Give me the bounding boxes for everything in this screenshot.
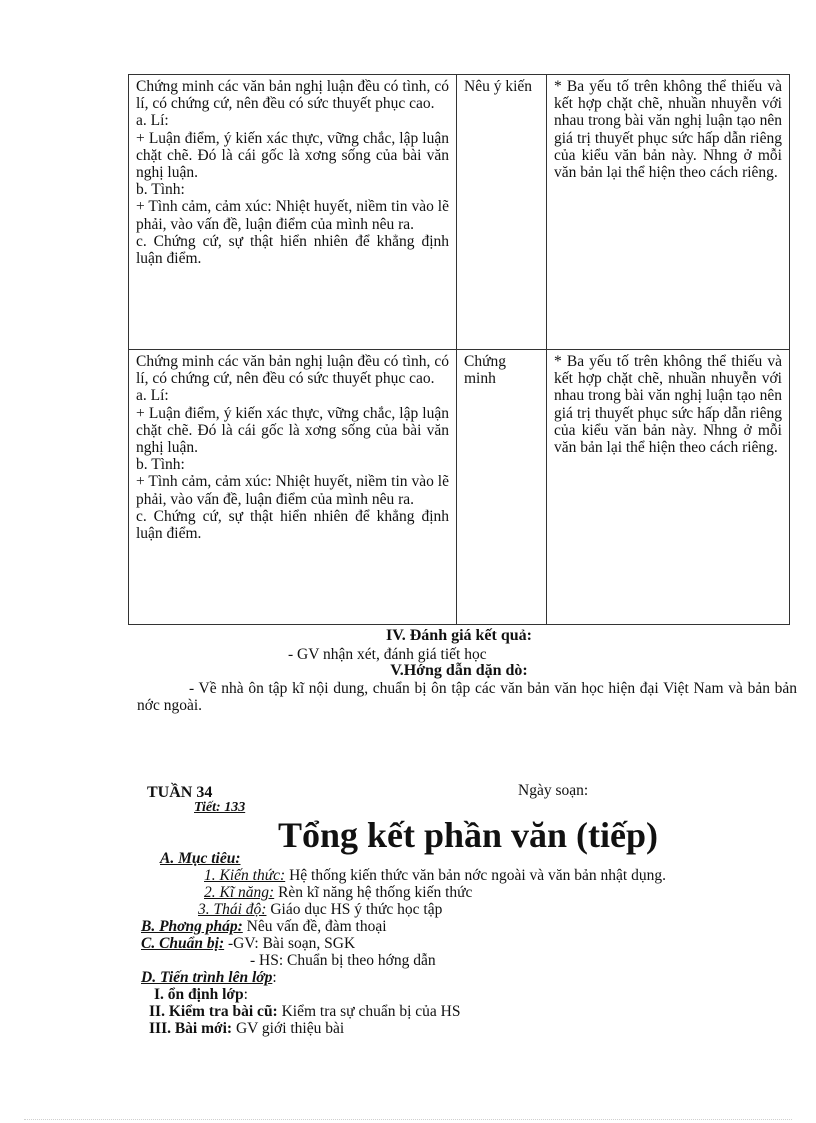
cell-line: c. Chứng cứ, sự thật hiển nhiên để khẳng định luận điểm.	[136, 507, 449, 543]
period-label: Tiết: 133	[194, 800, 246, 815]
step-one-label: I. ổn định lớp	[154, 986, 244, 1003]
prep-hs: - HS: Chuẩn bị theo hớng dẫn	[250, 952, 436, 969]
objective-knowledge	[204, 867, 666, 885]
attitude-text: Giáo dục HS ý thức học tập	[266, 901, 443, 918]
prep-gv: -GV: Bài soạn, SGK	[224, 935, 356, 952]
cell-line: a. Lí:	[136, 112, 169, 130]
content-table	[128, 74, 790, 625]
cell-line: c. Chứng cứ, sự thật hiển nhiên để khẳng định luận điểm.	[136, 232, 449, 268]
cell-line: + Luận điểm, ý kiến xác thực, vững chắc, lập luận chặt chẽ. Đó là cái gốc là xơng sống của bài văn nghị luận.	[136, 404, 449, 457]
table-cell-note: * Ba yếu tố trên không thể thiếu và kết hợp chặt chẽ, nhuần nhuyễn với nhau trong bài văn nghị luận tạo nên giá trị thuyết phục sức hấp dẫn riêng của kiểu văn bản này. Nhng ở mỗi văn bản lại thể hiện theo cách riêng.	[547, 75, 790, 350]
evaluation-heading: IV. Đánh giá kết quả:	[386, 627, 532, 644]
cell-line: + Tình cảm, cảm xúc: Nhiệt huyết, niềm tin vào lẽ phải, vào vấn đề, luận điểm của mình nêu ra.	[136, 198, 449, 233]
objective-attitude	[198, 901, 442, 919]
knowledge-text: Hệ thống kiến thức văn bản nớc ngoài và văn bản nhật dụng.	[285, 867, 666, 884]
objectives-label: A. Mục tiêu:	[160, 850, 241, 867]
table-cell-note: * Ba yếu tố trên không thể thiếu và kết hợp chặt chẽ, nhuần nhuyễn với nhau trong bài văn nghị luận tạo nên giá trị thuyết phục sức hấp dẫn riêng của kiểu văn bản này. Nhng ở mỗi văn bản lại thể hiện theo cách riêng.	[547, 350, 790, 625]
table-cell-method: Nêu ý kiến	[457, 75, 547, 350]
table-row	[129, 350, 790, 625]
step-two	[149, 1003, 460, 1021]
method-label: B. Phơng pháp:	[141, 918, 243, 935]
week-label: TUẦN 34	[147, 784, 213, 801]
table-cell-content	[129, 75, 457, 350]
cell-line: Chứng minh các văn bản nghị luận đều có tình, có lí, có chứng cứ, nên đều có sức thuyết phục cao.	[136, 78, 449, 113]
guidance-text: - Về nhà ôn tập kĩ nội dung, chuẩn bị ôn tập các văn bản văn học hiện đại Việt Nam và bản bản nớc ngoài.	[137, 680, 797, 714]
evaluation-text: - GV nhận xét, đánh giá tiết học	[288, 646, 487, 663]
page-title: Tổng kết phần văn (tiếp)	[277, 815, 659, 855]
step-three-label: III. Bài mới:	[149, 1020, 233, 1037]
cell-line: Chứng minh các văn bản nghị luận đều có tình, có lí, có chứng cứ, nên đều có sức thuyết phục cao.	[136, 353, 449, 388]
date-label: Ngày soạn:	[518, 782, 589, 799]
objectives-heading	[160, 850, 241, 868]
step-three	[149, 1020, 344, 1038]
step-three-text: GV giới thiệu bài	[232, 1020, 345, 1037]
method-text: Nêu vấn đề, đàm thoại	[242, 918, 387, 935]
step-one	[154, 986, 248, 1004]
step-one-colon: :	[243, 986, 248, 1003]
prep-label: C. Chuẩn bị:	[141, 935, 225, 952]
cell-line: b. Tình:	[136, 456, 185, 474]
method-line	[141, 918, 387, 936]
prep-line	[141, 935, 355, 953]
page-bottom-divider	[24, 1119, 792, 1120]
attitude-label: 3. Thái độ:	[198, 901, 267, 918]
step-two-label: II. Kiểm tra bài cũ:	[149, 1003, 278, 1020]
table-row	[129, 75, 790, 350]
step-two-text: Kiểm tra sự chuẩn bị của HS	[277, 1003, 461, 1020]
process-line	[141, 969, 277, 987]
guidance-heading: V.Hớng dẫn dặn dò:	[390, 662, 528, 679]
objective-skill	[204, 884, 472, 902]
knowledge-label: 1. Kiến thức:	[204, 867, 286, 884]
table-cell-method: Chứng minh	[457, 350, 547, 625]
process-label: D. Tiến trình lên lớp	[141, 969, 273, 986]
skill-label: 2. Kĩ năng:	[204, 884, 275, 901]
table-cell-content	[129, 350, 457, 625]
process-colon: :	[272, 969, 277, 986]
cell-line: + Tình cảm, cảm xúc: Nhiệt huyết, niềm tin vào lẽ phải, vào vấn đề, luận điểm của mình nêu ra.	[136, 473, 449, 508]
cell-line: a. Lí:	[136, 387, 169, 405]
cell-line: + Luận điểm, ý kiến xác thực, vững chắc, lập luận chặt chẽ. Đó là cái gốc là xơng sống của bài văn nghị luận.	[136, 129, 449, 182]
skill-text: Rèn kĩ năng hệ thống kiến thức	[274, 884, 473, 901]
cell-line: b. Tình:	[136, 181, 185, 199]
